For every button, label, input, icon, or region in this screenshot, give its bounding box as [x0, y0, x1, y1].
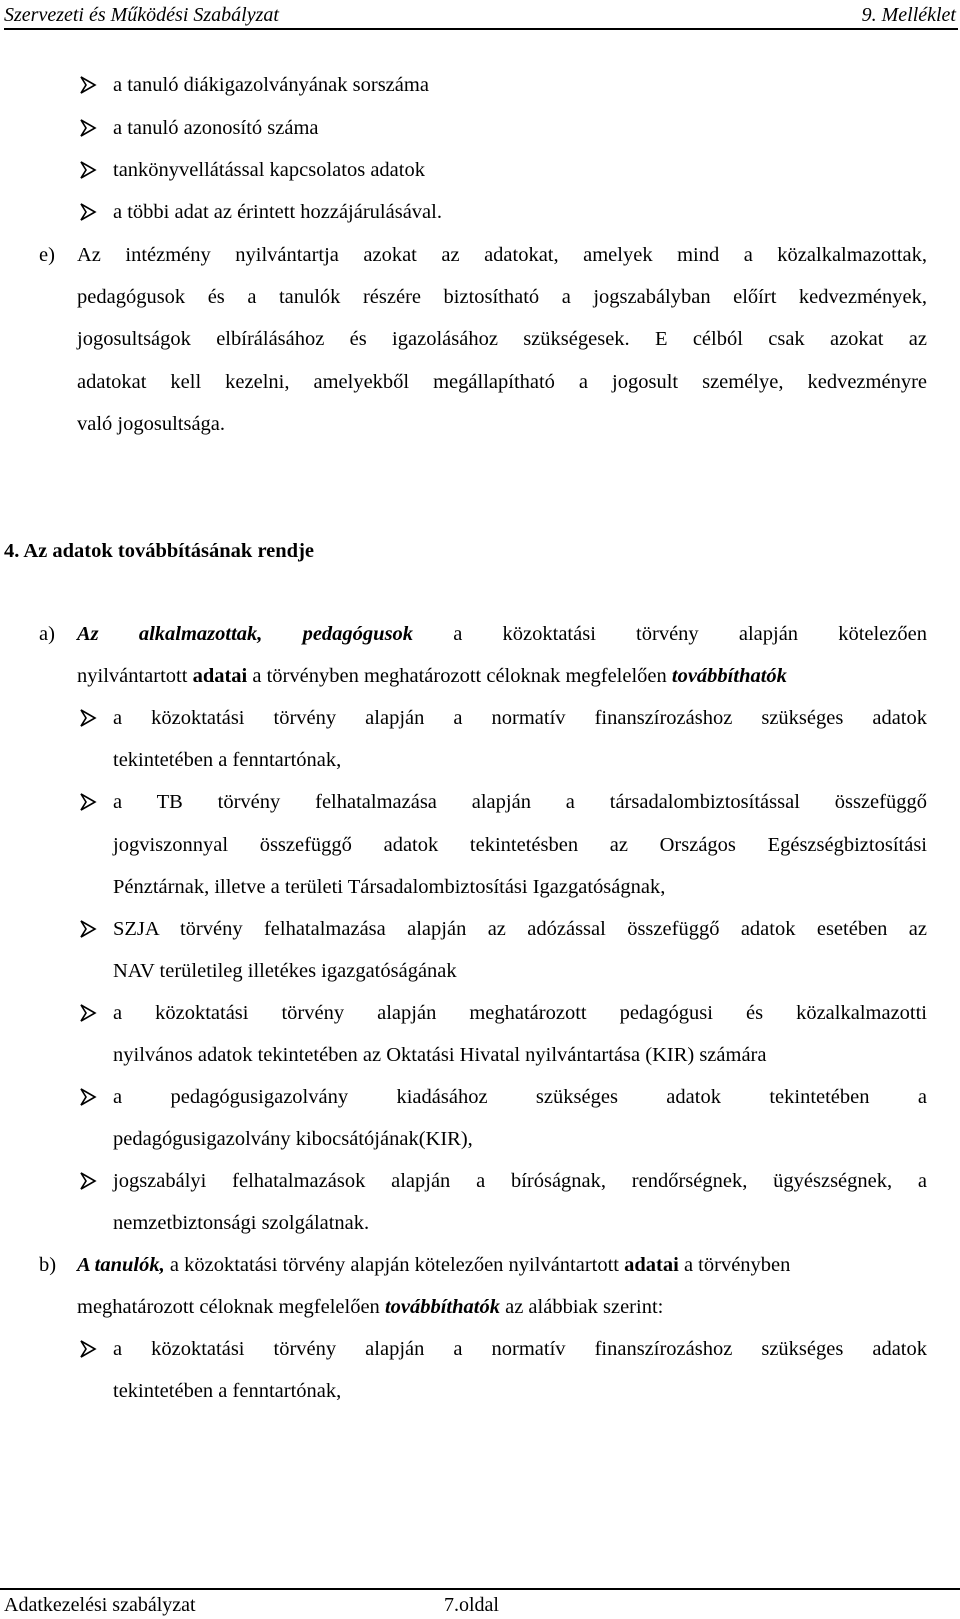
paragraph-a-line: Az alkalmazottak, pedagógusok a közoktatási törvény alapján kötelezően: [77, 623, 928, 645]
arrow-bullet-icon: [79, 1171, 97, 1191]
arrow-bullet-icon: [79, 708, 97, 728]
list-item-continuation: NAV területileg illetékes igazgatóságának: [113, 960, 457, 982]
paragraph-e-line: jogosultságok elbírálásához és igazolásához szükségesek. E célból csak azokat az: [77, 328, 927, 350]
list-item: jogszabályi felhatalmazások alapján a bíróságnak, rendőrségnek, ügyészségnek, a: [113, 1170, 927, 1192]
page-footer: [0, 1588, 960, 1619]
arrow-bullet-icon: [79, 160, 97, 180]
list-item-continuation: Pénztárnak, illetve a területi Társadalombiztosítási Igazgatóságnak,: [113, 876, 666, 898]
arrow-bullet-icon: [79, 118, 97, 138]
page-header: [4, 2, 958, 30]
arrow-bullet-icon: [79, 1087, 97, 1107]
paragraph-a-line: nyilvántartott adatai a törvényben meghatározott céloknak megfelelően továbbíthatók: [77, 665, 787, 687]
section-heading: 4. Az adatok továbbításának rendje: [4, 540, 315, 562]
list-item-continuation: tekintetében a fenntartónak,: [113, 749, 342, 771]
paragraph-marker-b: b): [39, 1254, 57, 1276]
paragraph-marker-a: a): [39, 623, 55, 645]
header-appendix: 9. Melléklet: [861, 4, 956, 26]
paragraph-e-line: pedagógusok és a tanulók részére biztosítható a jogszabályban előírt kedvezmények,: [77, 286, 927, 308]
paragraph-e-line: való jogosultsága.: [77, 413, 226, 435]
arrow-bullet-icon: [79, 1003, 97, 1023]
header-title: Szervezeti és Működési Szabályzat: [4, 4, 279, 26]
list-item: a TB törvény felhatalmazása alapján a társadalombiztosítással összefüggő: [113, 791, 927, 813]
list-item-continuation: nyilvános adatok tekintetében az Oktatási Hivatal nyilvántartása (KIR) számára: [113, 1044, 767, 1066]
list-item: tankönyvellátással kapcsolatos adatok: [113, 159, 425, 181]
paragraph-b-line: meghatározott céloknak megfelelően továbbíthatók az alábbiak szerint:: [77, 1296, 664, 1318]
arrow-bullet-icon: [79, 919, 97, 939]
list-item-continuation: nemzetbiztonsági szolgálatnak.: [113, 1212, 370, 1234]
paragraph-b-line: A tanulók, a közoktatási törvény alapján kötelezően nyilvántartott adatai a törvényben: [77, 1254, 791, 1276]
list-item: a közoktatási törvény alapján a normatív finanszírozáshoz szükséges adatok: [113, 1338, 927, 1360]
subject-text: A tanulók,: [77, 1254, 165, 1276]
list-item-continuation: tekintetében a fenntartónak,: [113, 1380, 342, 1402]
paragraph-e-line: Az intézmény nyilvántartja azokat az adatokat, amelyek mind a közalkalmazottak,: [77, 244, 927, 266]
arrow-bullet-icon: [79, 75, 97, 95]
list-item: a tanuló diákigazolványának sorszáma: [113, 74, 429, 96]
list-item: a közoktatási törvény alapján meghatározott pedagógusi és közalkalmazotti: [113, 1002, 927, 1024]
paragraph-e-line: adatokat kell kezelni, amelyekből megállapítható a jogosult személye, kedvezményre: [77, 371, 927, 393]
list-item: a pedagógusigazolvány kiadásához szükséges adatok tekintetében a: [113, 1086, 927, 1108]
arrow-bullet-icon: [79, 792, 97, 812]
footer-document-name: Adatkezelési szabályzat: [4, 1594, 196, 1616]
list-item-continuation: pedagógusigazolvány kibocsátójának(KIR),: [113, 1128, 473, 1150]
list-item: a közoktatási törvény alapján a normatív finanszírozáshoz szükséges adatok: [113, 707, 927, 729]
list-item: a többi adat az érintett hozzájárulásával.: [113, 201, 442, 223]
list-item: SZJA törvény felhatalmazása alapján az adózással összefüggő adatok esetében az: [113, 918, 927, 940]
subject-text: Az alkalmazottak, pedagógusok: [77, 623, 414, 645]
arrow-bullet-icon: [79, 1339, 97, 1359]
page-number: 7.oldal: [444, 1594, 499, 1616]
paragraph-marker-e: e): [39, 244, 55, 266]
list-item-continuation: jogviszonnyal összefüggő adatok tekintetésben az Országos Egészségbiztosítási: [113, 834, 927, 856]
list-item: a tanuló azonosító száma: [113, 117, 319, 139]
arrow-bullet-icon: [79, 202, 97, 222]
